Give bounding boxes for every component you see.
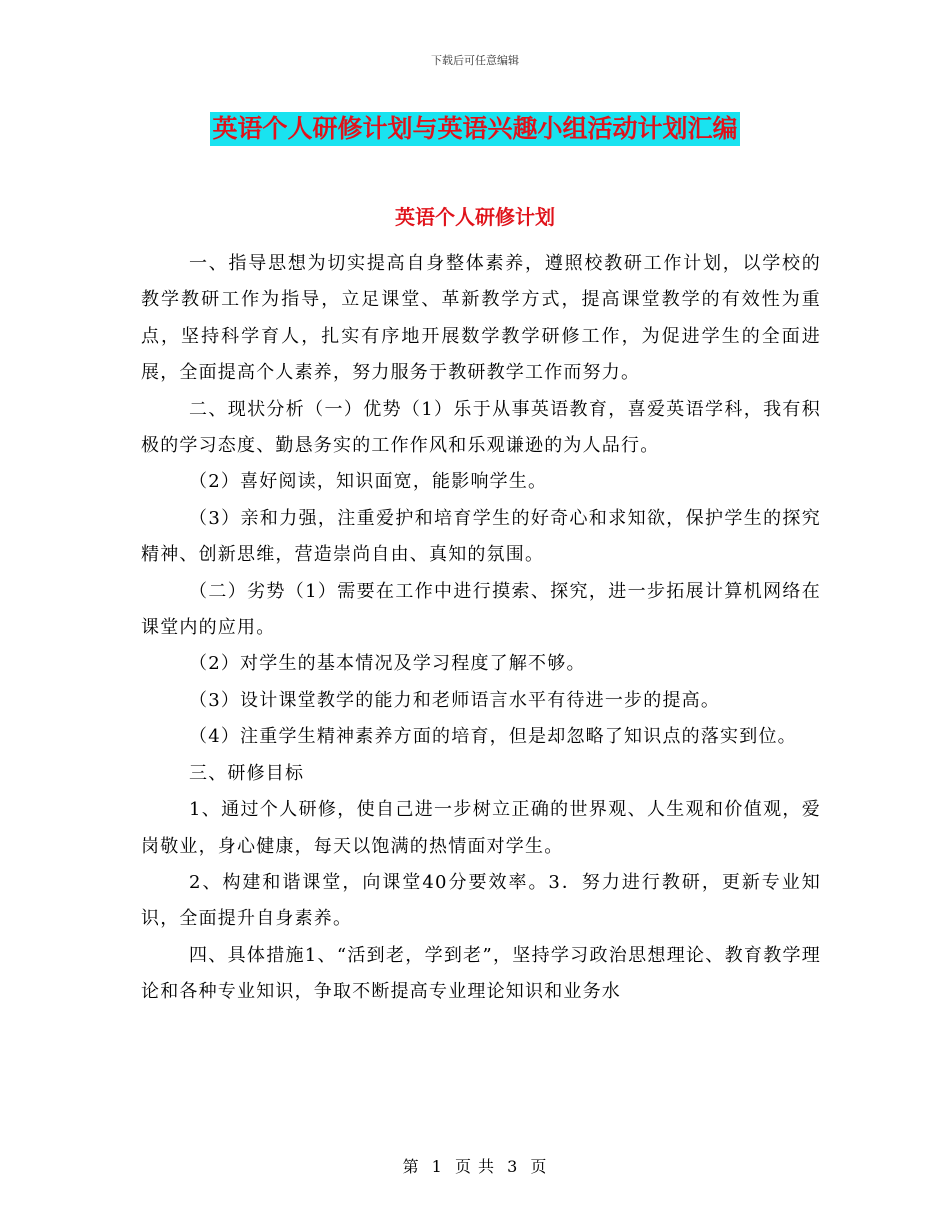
document-title: 英语个人研修计划与英语兴趣小组活动计划汇编 [210, 112, 739, 146]
paragraph: 2、构建和谐课堂，向课堂40分要效率。3．努力进行教研，更新专业知识，全面提升自身素养。 [141, 871, 821, 930]
paragraph: 一、指导思想为切实提高自身整体素养，遵照校教研工作计划，以学校的教学教研工作为指导，立足课堂、革新教学方式，提高课堂教学的有效性为重点，坚持科学育人，扎实有序地开展数学教学研修工作，为促进学生的全面进展，全面提高个人素养，努力服务于教研教学工作而努力。 [141, 253, 821, 384]
paragraph: （3）亲和力强，注重爱护和培育学生的好奇心和求知欲，保护学生的探究精神、创新思维，营造崇尚自由、真知的氛围。 [141, 507, 821, 566]
paragraph: （4）注重学生精神素养方面的培育，但是却忽略了知识点的落实到位。 [189, 726, 797, 748]
paragraph: 二、现状分析（一）优势（1）乐于从事英语教育，喜爱英语学科，我有积极的学习态度、勤恳务实的工作作风和乐观谦逊的为人品行。 [141, 398, 821, 457]
document-body [141, 246, 821, 1011]
footer-total-pages: 3 [507, 1157, 519, 1176]
paragraph: （3）设计课堂教学的能力和老师语言水平有待进一步的提高。 [189, 689, 721, 711]
page-footer [0, 1154, 950, 1177]
paragraph: （2）喜好阅读，知识面宽，能影响学生。 [189, 471, 548, 493]
footer-suffix: 页 [530, 1157, 548, 1176]
paragraph: 1、通过个人研修，使自己进一步树立正确的世界观、人生观和价值观，爱岗敬业，身心健康，每天以饱满的热情面对学生。 [141, 799, 821, 857]
paragraph: （二）劣势（1）需要在工作中进行摸索、探究，进一步拓展计算机网络在课堂内的应用。 [141, 580, 821, 639]
section-title: 英语个人研修计划 [395, 205, 555, 229]
document-title-container [0, 112, 950, 146]
paragraph: 四、具体措施1、“活到老，学到老”，坚持学习政治思想理论、教育教学理论和各种专业知识，争取不断提高专业理论知识和业务水 [141, 944, 821, 1003]
paragraph: （2）对学生的基本情况及学习程度了解不够。 [189, 653, 586, 675]
footer-page-number: 1 [431, 1157, 443, 1176]
footer-prefix: 第 [402, 1157, 420, 1176]
header-note: 下载后可任意编辑 [431, 54, 519, 67]
paragraph: 三、研修目标 [189, 762, 305, 784]
footer-middle: 页 共 [454, 1157, 496, 1176]
